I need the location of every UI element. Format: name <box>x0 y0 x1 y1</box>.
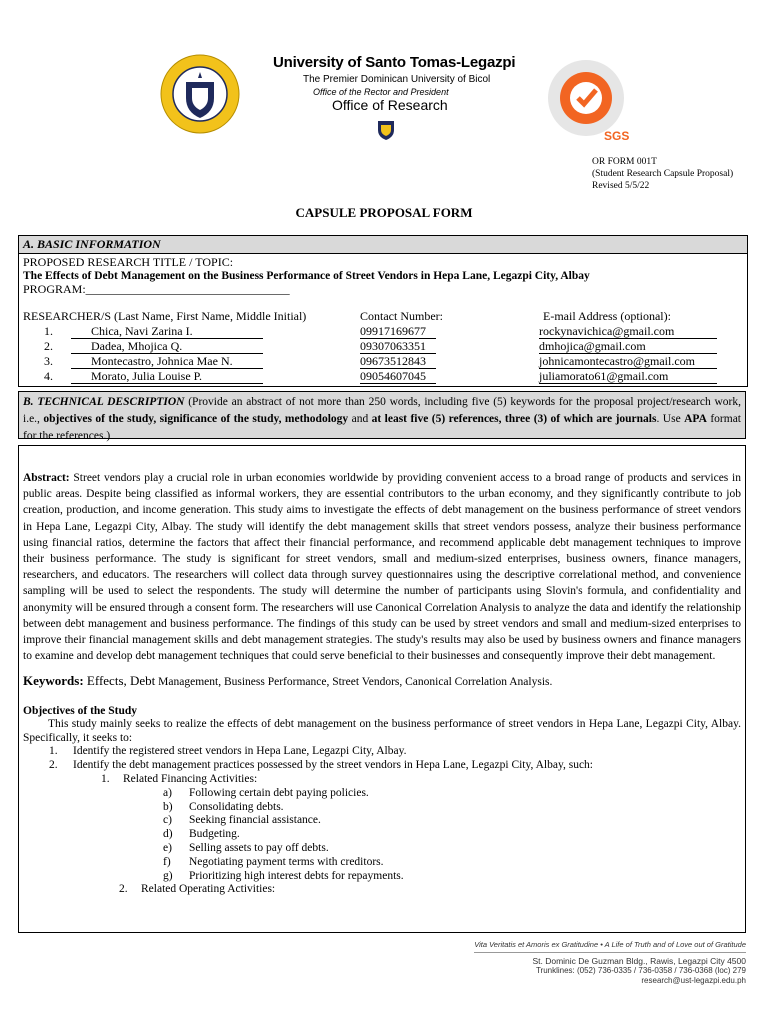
abstract-text: Street vendors play a crucial role in urban economies worldwide by providing convenient access to a broad range of products and services in public areas. Despite being classified as informal workers, they are essential contributors to the urban economy, and they significantly contribute to job creation, production, and income generation. This study aims to investigate the effects of debt management on the business performance of street vendors in Hepa Lane, Legazpi City, Albay. The study will identify the debt management skills that street vendors possess, analyze their business performance using financial ratios, determine the factors that affect their financial performance, and recommend applicable debt management techniques to improve their business performance. The study is significant for street vendors, small and medium-sized enterprises, business owners, finance managers, researchers, and educators. The researchers will collect data through survey questionnaires using the descriptive correlational method, and convenience sampling will be used to select the respondents. The study will determine the number of participants using Slovin's formula, and confidentiality and anonymity will be ensured through a consent form. The researchers will use Canonical Correlation Analysis to analyze the data and identify the relationship between debt management and business performance. The findings of this study can be used by street vendors and small and medium-sized enterprises to improve their financial management skills and debt management strategies. The study's results may also be used by business owners and finance managers to examine and develop debt management techniques that could serve beneficial to their businesses and consequently improve their debt management. <box>23 472 741 663</box>
researcher-row <box>19 339 747 354</box>
sub-item-letter: g) <box>163 869 173 882</box>
footer-address: St. Dominic De Guzman Bldg., Rawis, Legazpi City 4500 <box>532 956 746 966</box>
research-shield-icon <box>376 119 396 141</box>
operating-activities <box>23 883 741 897</box>
financing-activities <box>23 773 741 787</box>
researcher-contact: 09917169677 <box>360 324 436 339</box>
proposal-body <box>18 445 746 933</box>
financing-sub-item <box>23 828 741 842</box>
researcher-number: 3. <box>44 354 53 368</box>
sub-item-letter: a) <box>163 786 172 799</box>
researcher-contact: 09054607045 <box>360 369 436 384</box>
operating-num: 2. <box>119 883 128 896</box>
financing-sub-item <box>23 870 741 884</box>
section-b-heading: B. TECHNICAL DESCRIPTION <box>23 396 185 408</box>
sub-item-text: Following certain debt paying policies. <box>189 786 369 799</box>
form-info <box>592 156 733 192</box>
form-revised: Revised 5/5/22 <box>592 181 650 191</box>
researcher-number: 1. <box>44 324 53 338</box>
researcher-email: dmhojica@gmail.com <box>539 339 717 354</box>
financing-num: 1. <box>101 773 110 786</box>
objective-text: Identify the debt management practices possessed by the street vendors in Hepa Lane, Legazpi City, Albay, such: <box>73 759 593 772</box>
tech-text-3: . Use <box>656 413 685 425</box>
financing-sub-list <box>23 787 741 884</box>
researcher-number: 2. <box>44 339 53 353</box>
keywords-line <box>23 673 741 689</box>
researcher-email: rockynavichica@gmail.com <box>539 324 717 339</box>
research-title: The Effects of Debt Management on the Business Performance of Street Vendors in Hepa Lane, Legazpi City, Albay <box>23 270 590 282</box>
sub-item-letter: e) <box>163 842 172 855</box>
researcher-contact: 09307063351 <box>360 339 436 354</box>
form-number: OR FORM 001T <box>592 157 657 167</box>
objective-item <box>23 759 741 773</box>
university-name: University of Santo Tomas-Legazpi <box>273 54 516 71</box>
sub-item-letter: f) <box>163 855 171 868</box>
iso-certification-badge <box>540 58 632 144</box>
tech-text-2: and <box>348 413 372 425</box>
technical-description-section <box>18 391 746 442</box>
abstract-label: Abstract: <box>23 472 70 484</box>
email-label: E-mail Address (optional): <box>543 309 671 323</box>
abstract-paragraph <box>23 470 741 664</box>
office-rector: Office of the Rector and President <box>313 87 449 97</box>
researcher-row <box>19 324 747 339</box>
university-seal-logo <box>160 54 240 134</box>
researcher-name: Montecastro, Johnica Mae N. <box>71 354 263 369</box>
program-field: PROGRAM:__________________________________ <box>23 282 290 296</box>
tech-text-4: format for the references.) <box>23 413 741 442</box>
sub-item-letter: d) <box>163 828 173 841</box>
objective-text: Identify the registered street vendors in Hepa Lane, Legazpi City, Albay. <box>73 745 407 758</box>
basic-information-section <box>18 235 748 387</box>
researcher-email: juliamorato61@gmail.com <box>539 369 717 384</box>
researcher-email: johnicamontecastro@gmail.com <box>539 354 717 369</box>
researcher-list <box>19 324 747 384</box>
contact-label: Contact Number: <box>360 309 443 323</box>
page-footer <box>474 940 746 986</box>
objective-number: 1. <box>49 745 58 758</box>
researcher-contact: 09673512843 <box>360 354 436 369</box>
keywords-label: Keywords: <box>23 673 84 689</box>
operating-label: Related Operating Activities: <box>141 883 276 896</box>
researcher-name: Chica, Navi Zarina I. <box>71 324 263 339</box>
tech-bold-1: objectives of the study, significance of the study, methodology <box>43 413 349 425</box>
keywords-rest: Management, Business Performance, Street Vendors, Canonical Correlation Analysis. <box>155 676 553 689</box>
tech-text-1: (Provide an abstract of not more than 250 words, including five (5) keywords for the proposal project/research work, i.e., <box>23 396 741 425</box>
sub-item-text: Prioritizing high interest debts for repayments. <box>189 869 404 882</box>
researcher-row <box>19 354 747 369</box>
tech-bold-3: APA <box>684 413 707 425</box>
form-title: CAPSULE PROPOSAL FORM <box>295 205 473 220</box>
keywords-first: Effects, Debt <box>83 673 156 689</box>
financing-sub-item <box>23 842 741 856</box>
financing-sub-item <box>23 787 741 801</box>
financing-sub-item <box>23 856 741 870</box>
sub-item-text: Consolidating debts. <box>189 800 284 813</box>
university-tagline: The Premier Dominican University of Bicol <box>303 74 491 85</box>
footer-email: research@ust-legazpi.edu.ph <box>641 976 746 985</box>
researcher-row <box>19 369 747 384</box>
form-description: (Student Research Capsule Proposal) <box>592 169 734 179</box>
svg-text:SGS: SGS <box>604 129 630 143</box>
footer-trunklines: Trunklines: (052) 736-0335 / 736-0358 / 736-0368 (loc) 279 <box>535 966 746 975</box>
researchers-label: RESEARCHER/S (Last Name, First Name, Middle Initial) <box>23 309 307 323</box>
sub-item-letter: c) <box>163 814 172 827</box>
sub-item-letter: b) <box>163 800 173 813</box>
financing-sub-item <box>23 814 741 828</box>
sub-item-text: Budgeting. <box>189 828 240 841</box>
objectives-heading: Objectives of the Study <box>23 705 138 718</box>
objectives-list <box>23 745 741 773</box>
section-a-heading: A. BASIC INFORMATION <box>19 236 747 254</box>
objective-number: 2. <box>49 759 58 772</box>
sub-item-text: Selling assets to pay off debts. <box>189 842 329 855</box>
financing-label: Related Financing Activities: <box>123 773 258 786</box>
tech-bold-2: at least five (5) references, three (3) of which are journals <box>371 413 657 425</box>
title-label: PROPOSED RESEARCH TITLE / TOPIC: <box>23 255 234 269</box>
office-of-research: Office of Research <box>332 97 448 113</box>
financing-sub-item <box>23 801 741 815</box>
researcher-name: Dadea, Mhojica Q. <box>71 339 263 354</box>
objective-item <box>23 745 741 759</box>
objectives-intro: This study mainly seeks to realize the effects of debt management on the business performance of street vendors in Hepa Lane, Legazpi City, Albay. Specifically, it seeks to: <box>23 718 741 745</box>
researcher-number: 4. <box>44 369 53 383</box>
sub-item-text: Seeking financial assistance. <box>189 814 321 827</box>
sub-item-text: Negotiating payment terms with creditors. <box>189 855 384 868</box>
researcher-name: Morato, Julia Louise P. <box>71 369 263 384</box>
footer-motto: Vita Veritatis et Amoris ex Gratitudine • A Life of Truth and of Love out of Gratitude <box>474 940 746 949</box>
